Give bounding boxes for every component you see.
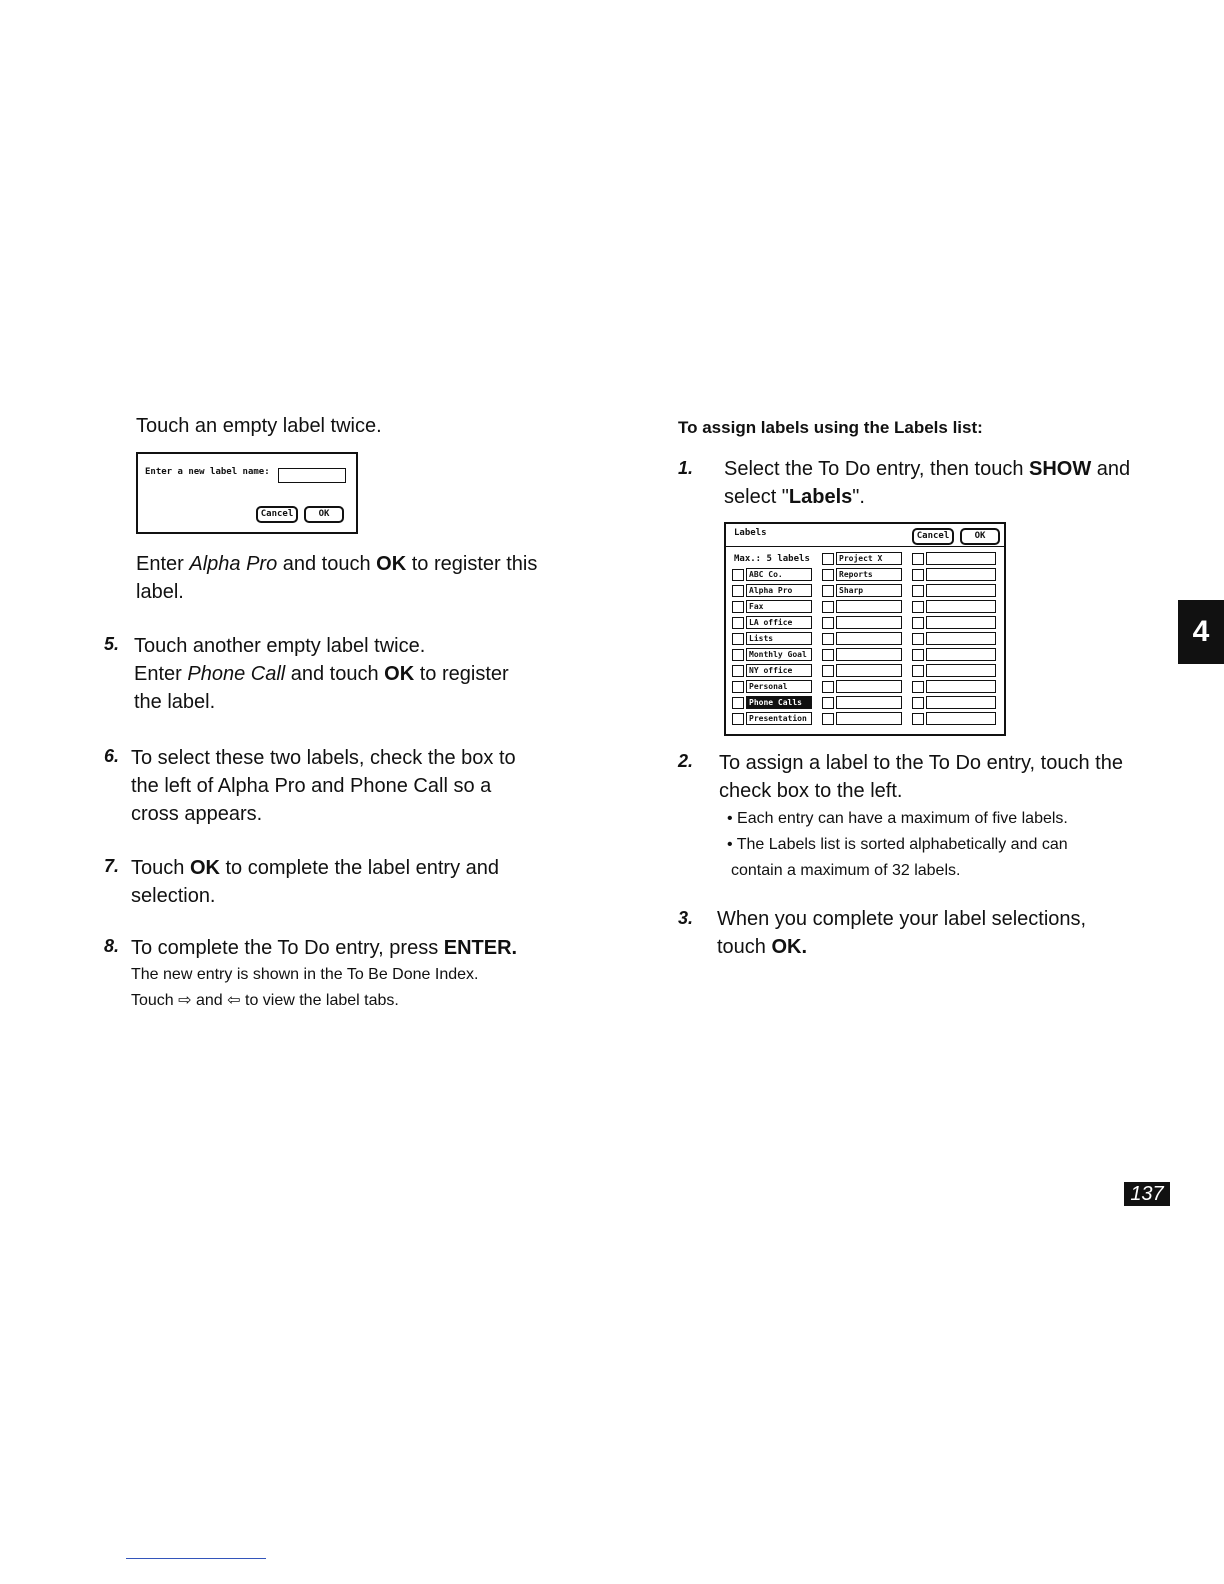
title-divider	[726, 546, 1004, 547]
label-checkbox[interactable]	[822, 697, 834, 709]
label-entry[interactable]	[926, 632, 996, 645]
label-checkbox[interactable]	[912, 569, 924, 581]
label-entry[interactable]: Monthly Goal	[746, 648, 812, 661]
labels-dialog	[724, 522, 1006, 736]
step7-number: 7.	[104, 856, 120, 876]
footer-rule	[126, 1558, 266, 1559]
new-label-field[interactable]	[278, 468, 346, 483]
step8-detail: The new entry is shown in the To Be Done Index. Touch ⇨ and ⇦ to view the label tabs.	[131, 966, 479, 1009]
label-checkbox[interactable]	[912, 681, 924, 693]
labels-cancel-button[interactable]: Cancel	[912, 528, 954, 545]
label-checkbox[interactable]	[912, 601, 924, 613]
label-checkbox[interactable]	[822, 649, 834, 661]
arrow-right-icon: ⇨	[178, 992, 192, 1009]
step6-text: To select these two labels, check the box to the left of Alpha Pro and Phone Call so a cross appears.	[131, 747, 516, 825]
label-checkbox[interactable]	[822, 601, 834, 613]
step3-text: When you complete your label selections, touch OK.	[717, 908, 1087, 958]
step8-line1: To complete the To Do entry, press ENTER.	[131, 937, 518, 959]
intro-text: Touch an empty label twice.	[136, 415, 382, 437]
chapter-tab: 4	[1178, 600, 1224, 664]
label-entry[interactable]	[836, 632, 902, 645]
labels-ok-button[interactable]: OK	[960, 528, 1000, 545]
new-label-prompt: Enter a new label name:	[145, 467, 270, 477]
label-checkbox[interactable]	[912, 697, 924, 709]
label-checkbox[interactable]	[912, 633, 924, 645]
label-checkbox[interactable]	[732, 697, 744, 709]
label-entry[interactable]: Fax	[746, 600, 812, 613]
label-entry[interactable]: LA office	[746, 616, 812, 629]
label-entry[interactable]	[836, 680, 902, 693]
label-entry[interactable]: ABC Co.	[746, 568, 812, 581]
label-entry[interactable]	[836, 600, 902, 613]
label-entry[interactable]: Project X	[836, 552, 902, 565]
step6-number: 6.	[104, 746, 120, 766]
label-checkbox[interactable]	[912, 713, 924, 725]
label-checkbox[interactable]	[822, 633, 834, 645]
label-checkbox[interactable]	[822, 713, 834, 725]
label-checkbox[interactable]	[822, 585, 834, 597]
label-checkbox[interactable]	[732, 665, 744, 677]
label-checkbox[interactable]	[732, 617, 744, 629]
label-checkbox[interactable]	[912, 617, 924, 629]
label-entry[interactable]: Phone Calls	[746, 696, 812, 709]
label-checkbox[interactable]	[912, 585, 924, 597]
label-entry[interactable]	[836, 712, 902, 725]
label-entry[interactable]: Alpha Pro	[746, 584, 812, 597]
labels-heading: To assign labels using the Labels list:	[678, 418, 983, 437]
label-entry[interactable]	[926, 568, 996, 581]
label-entry[interactable]	[926, 600, 996, 613]
label-checkbox[interactable]	[732, 681, 744, 693]
label-checkbox[interactable]	[822, 665, 834, 677]
page-number: 137	[1124, 1182, 1170, 1206]
step2-text: To assign a label to the To Do entry, touch the check box to the left.	[719, 752, 1123, 802]
step5-text: Touch another empty label twice. Enter Phone Call and touch OK to register the label.	[134, 635, 509, 713]
label-checkbox[interactable]	[912, 665, 924, 677]
label-checkbox[interactable]	[732, 713, 744, 725]
label-entry[interactable]	[926, 616, 996, 629]
label-checkbox[interactable]	[912, 553, 924, 565]
label-entry[interactable]: Reports	[836, 568, 902, 581]
label-entry[interactable]	[836, 696, 902, 709]
label-entry[interactable]	[836, 664, 902, 677]
step5-number: 5.	[104, 634, 120, 654]
label-entry[interactable]	[926, 648, 996, 661]
label-checkbox[interactable]	[732, 585, 744, 597]
label-checkbox[interactable]	[822, 553, 834, 565]
label-entry[interactable]: NY office	[746, 664, 812, 677]
label-entry[interactable]: Lists	[746, 632, 812, 645]
step1-text: Select the To Do entry, then touch SHOW and select "Labels".	[724, 458, 1131, 508]
labels-dialog-title: Labels	[734, 528, 767, 538]
label-checkbox[interactable]	[822, 569, 834, 581]
label-entry[interactable]	[926, 664, 996, 677]
label-entry[interactable]	[926, 712, 996, 725]
step3-number: 3.	[678, 908, 694, 928]
label-entry[interactable]: Sharp	[836, 584, 902, 597]
step2-notes: • Each entry can have a maximum of five labels. • The Labels list is sorted alphabetically and can contain a maximum of 32 labels.	[727, 810, 1068, 879]
label-checkbox[interactable]	[732, 601, 744, 613]
label-entry[interactable]	[926, 552, 996, 565]
ok-button[interactable]: OK	[304, 506, 344, 523]
after-dialog-text: Enter Alpha Pro and touch OK to register this label.	[136, 553, 538, 603]
label-entry[interactable]	[926, 584, 996, 597]
label-entry[interactable]	[836, 648, 902, 661]
cancel-button[interactable]: Cancel	[256, 506, 298, 523]
label-entry[interactable]: Presentation	[746, 712, 812, 725]
step7-text: Touch OK to complete the label entry and selection.	[131, 857, 499, 907]
label-entry[interactable]	[926, 680, 996, 693]
max-labels-note: Max.: 5 labels	[734, 554, 810, 564]
label-entry[interactable]	[926, 696, 996, 709]
label-checkbox[interactable]	[732, 633, 744, 645]
step8-number: 8.	[104, 936, 120, 956]
step2-number: 2.	[678, 751, 694, 771]
arrow-left-icon: ⇦	[227, 992, 241, 1009]
label-checkbox[interactable]	[732, 649, 744, 661]
step1-number: 1.	[678, 458, 694, 478]
label-checkbox[interactable]	[822, 681, 834, 693]
new-label-dialog	[136, 452, 358, 534]
label-entry[interactable]: Personal	[746, 680, 812, 693]
label-entry[interactable]	[836, 616, 902, 629]
label-checkbox[interactable]	[732, 569, 744, 581]
label-checkbox[interactable]	[822, 617, 834, 629]
label-checkbox[interactable]	[912, 649, 924, 661]
